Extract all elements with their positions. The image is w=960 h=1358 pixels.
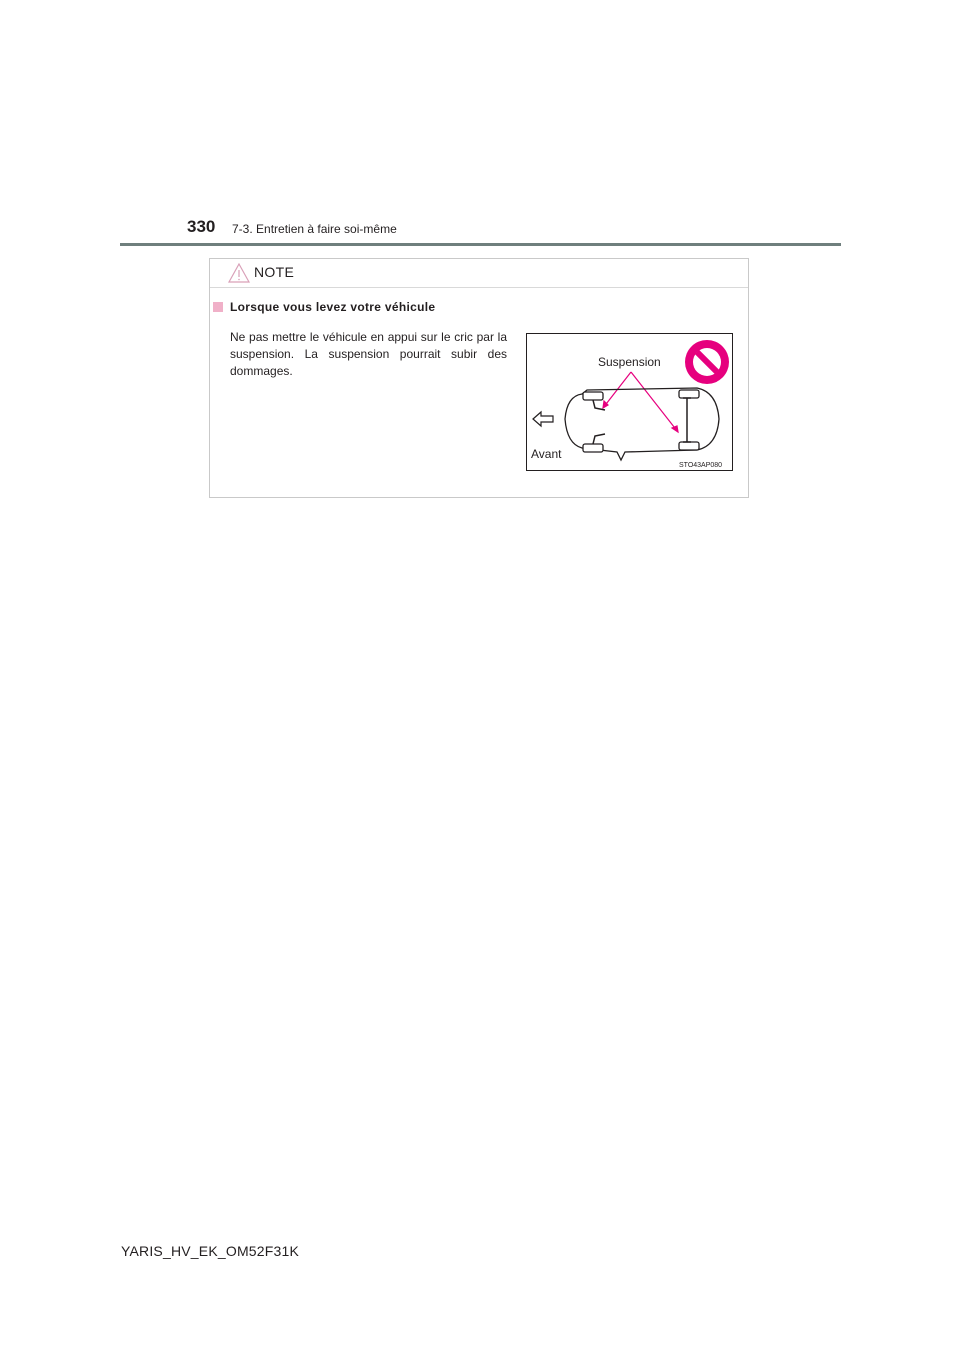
note-body: Ne pas mettre le véhicule en appui sur le cric par la suspension. La suspension pourrait subir des dommages.: [230, 330, 507, 378]
car-wheels: [583, 390, 699, 452]
suspension-label: Suspension: [598, 355, 661, 369]
square-bullet-icon: [213, 302, 223, 312]
note-box: [209, 258, 749, 498]
front-label: Avant: [531, 447, 562, 461]
prohibition-icon: [685, 340, 729, 384]
note-heading: Lorsque vous levez votre véhicule: [230, 300, 436, 314]
page-number: 330: [187, 217, 216, 236]
callout-lines: [603, 372, 678, 432]
warning-triangle-icon: [228, 263, 250, 288]
header-rule: [120, 243, 841, 246]
suspension-figure: [526, 333, 733, 471]
section-title: 7-3. Entretien à faire soi-même: [232, 222, 397, 236]
document-code: YARIS_HV_EK_OM52F31K: [121, 1243, 300, 1259]
front-arrow-icon: [533, 412, 553, 426]
figure-code: STO43AP080: [679, 462, 723, 469]
note-label: NOTE: [254, 264, 295, 280]
note-header: [210, 259, 748, 288]
